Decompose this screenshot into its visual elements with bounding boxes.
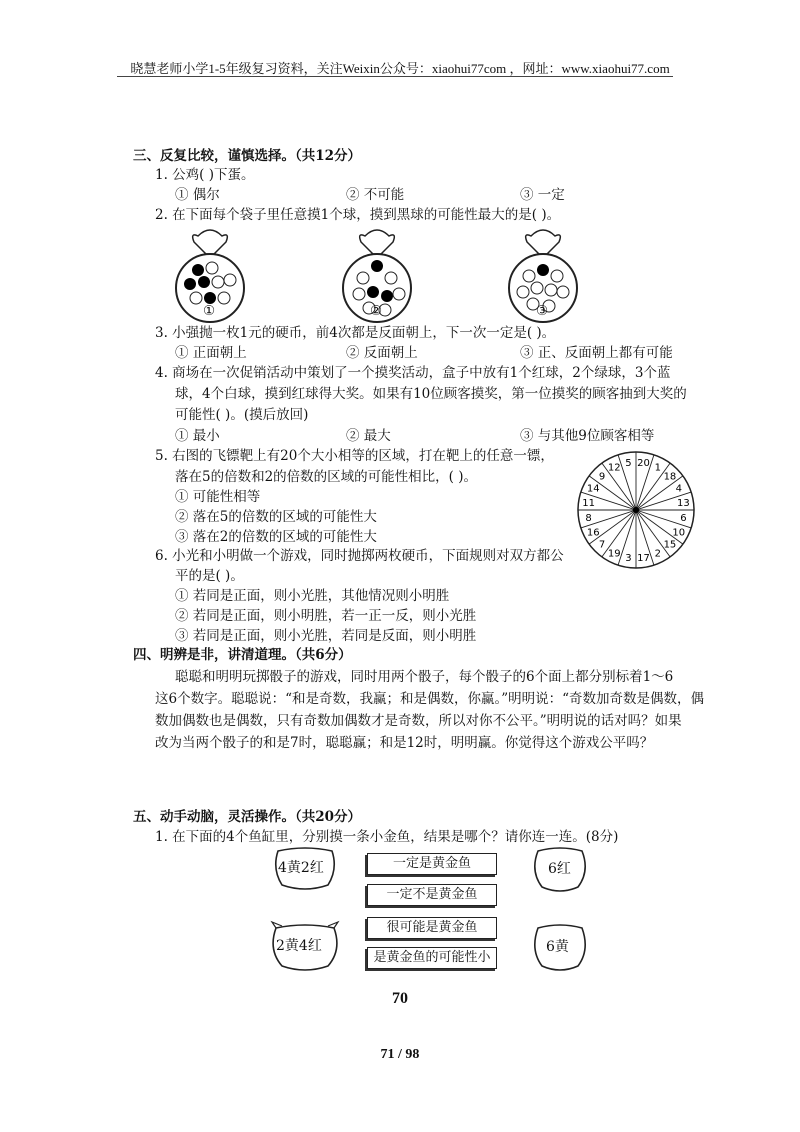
sec4-paragraph-line-3: 数加偶数也是偶数，只有奇数加偶数才是奇数，所以对你不公平。”明明说的话对吗？如果 <box>155 713 682 729</box>
page-counter: 71 / 98 <box>380 1047 420 1062</box>
sec4-paragraph-line-2: 这6个数字。聪聪说：“和是奇数，我赢；和是偶数，你赢。”明明说：“奇数加奇数是偶数，偶 <box>155 691 705 707</box>
dartboard-number: 8 <box>585 513 592 525</box>
result-box-3: 很可能是黄金鱼 <box>367 917 497 939</box>
q2-stem: 2. 在下面每个袋子里任意摸1个球，摸到黑球的可能性最大的是( )。 <box>155 207 561 223</box>
q4-line-1: 4. 商场在一次促销活动中策划了一个摸奖活动，盒子中放有1个红球，2个绿球，3个蓝 <box>155 365 671 381</box>
header-divider <box>117 76 673 77</box>
q3-option-3: ③ 正、反面朝上都有可能 <box>520 345 673 361</box>
dartboard-number: 16 <box>586 527 600 539</box>
dartboard-number: 7 <box>598 539 606 551</box>
dartboard-number: 3 <box>625 552 632 564</box>
dartboard-number: 17 <box>637 552 650 564</box>
sec4-paragraph-line-4: 改为当两个骰子的和是7时，聪聪赢；和是12时，明明赢。你觉得这个游戏公平吗？ <box>155 735 654 751</box>
section-4-title: 四、明辨是非，讲清道理。（共6分） <box>133 647 352 663</box>
section-5-title: 五、动手动脑，灵活操作。（共20分） <box>133 809 362 825</box>
q4-option-3: ③ 与其他9位顾客相等 <box>520 428 655 444</box>
page-header: 晓慧老师小学1-5年级复习资料，关注Weixin公众号：xiaohui77com ，网址：www.xiaohui77.com <box>130 61 670 76</box>
q3-stem: 3. 小强抛一枚1元的硬币，前4次都是反面朝上，下一次一定是( )。 <box>155 325 556 341</box>
dartboard-number: 20 <box>637 458 650 470</box>
fish-tank-2-label: 6红 <box>548 861 571 877</box>
q5-line-1: 5. 右图的飞镖靶上有20个大小相等的区域，打在靶上的任意一镖， <box>155 448 554 464</box>
q4-line-3: 可能性( )。(摸后放回) <box>175 407 309 423</box>
q6-line-2: 平的是( )。 <box>175 568 244 584</box>
q1-option-1: ① 偶尔 <box>175 187 220 203</box>
bag-2-label: ② <box>370 303 383 319</box>
bag-3-label: ③ <box>536 303 549 319</box>
q3-option-2: ② 反面朝上 <box>346 345 418 361</box>
q6-option-2: ② 若同是正面，则小明胜，若一正一反，则小光胜 <box>175 608 477 624</box>
q5-line-2: 落在5的倍数和2的倍数的区域的可能性相比，( )。 <box>175 469 478 485</box>
bag-1-label: ① <box>203 303 216 319</box>
q4-option-1: ① 最小 <box>175 428 220 444</box>
book-page-number: 70 <box>392 990 408 1007</box>
q3-option-1: ① 正面朝上 <box>175 345 247 361</box>
fish-tank-3-label: 2黄4红 <box>276 938 322 954</box>
dartboard-number: 13 <box>677 497 690 509</box>
q6-line-1: 6. 小光和小明做一个游戏，同时抛掷两枚硬币，下面规则对双方都公 <box>155 548 564 564</box>
dartboard-number: 6 <box>680 513 687 525</box>
sec5-q1-stem: 1. 在下面的4个鱼缸里，分别摸一条小金鱼，结果是哪个？请你连一连。(8分) <box>155 829 619 845</box>
q1-option-2: ② 不可能 <box>346 187 405 203</box>
dartboard-number: 18 <box>663 471 677 483</box>
dartboard-diagram <box>574 448 698 572</box>
dartboard-divider <box>636 463 670 510</box>
section-3-title: 三、反复比较，谨慎选择。（共12分） <box>133 148 362 164</box>
q4-line-2: 球，4个白球，摸到红球得大奖。如果有10位顾客摸奖，第一位摸奖的顾客抽到大奖的 <box>175 386 687 402</box>
fish-tank-4-label: 6黄 <box>546 939 569 955</box>
dartboard-number: 1 <box>654 462 661 474</box>
dartboard-number: 11 <box>582 497 595 509</box>
q5-option-3: ③ 落在2的倍数的区域的可能性大 <box>175 529 377 545</box>
fish-tank-1-label: 4黄2红 <box>278 860 324 876</box>
sec4-paragraph-line-1: 聪聪和明明玩掷骰子的游戏，同时用两个骰子，每个骰子的6个面上都分别标着1～6 <box>175 669 674 685</box>
dartboard-number: 2 <box>654 548 661 560</box>
q6-option-1: ① 若同是正面，则小光胜，其他情况则小明胜 <box>175 588 450 604</box>
dartboard-number: 15 <box>663 539 677 551</box>
dartboard-number: 4 <box>675 483 682 495</box>
dartboard-number: 9 <box>598 471 606 483</box>
q4-option-2: ② 最大 <box>346 428 391 444</box>
dartboard-number: 19 <box>607 548 621 560</box>
dartboard-center <box>633 507 639 513</box>
q1-stem: 1. 公鸡( )下蛋。 <box>155 167 255 183</box>
q5-option-1: ① 可能性相等 <box>175 489 261 505</box>
result-box-2: 一定不是黄金鱼 <box>367 884 497 906</box>
q5-option-2: ② 落在5的倍数的区域的可能性大 <box>175 509 377 525</box>
dartboard-number: 14 <box>586 483 600 495</box>
dartboard-number: 12 <box>607 462 621 474</box>
dartboard-number: 10 <box>672 527 686 539</box>
result-box-1: 一定是黄金鱼 <box>367 853 497 875</box>
result-box-4: 是黄金鱼的可能性小 <box>367 947 497 969</box>
q1-option-3: ③ 一定 <box>520 187 565 203</box>
q6-option-3: ③ 若同是正面，则小光胜，若同是反面，则小明胜 <box>175 628 477 644</box>
dartboard-number: 5 <box>625 458 632 470</box>
